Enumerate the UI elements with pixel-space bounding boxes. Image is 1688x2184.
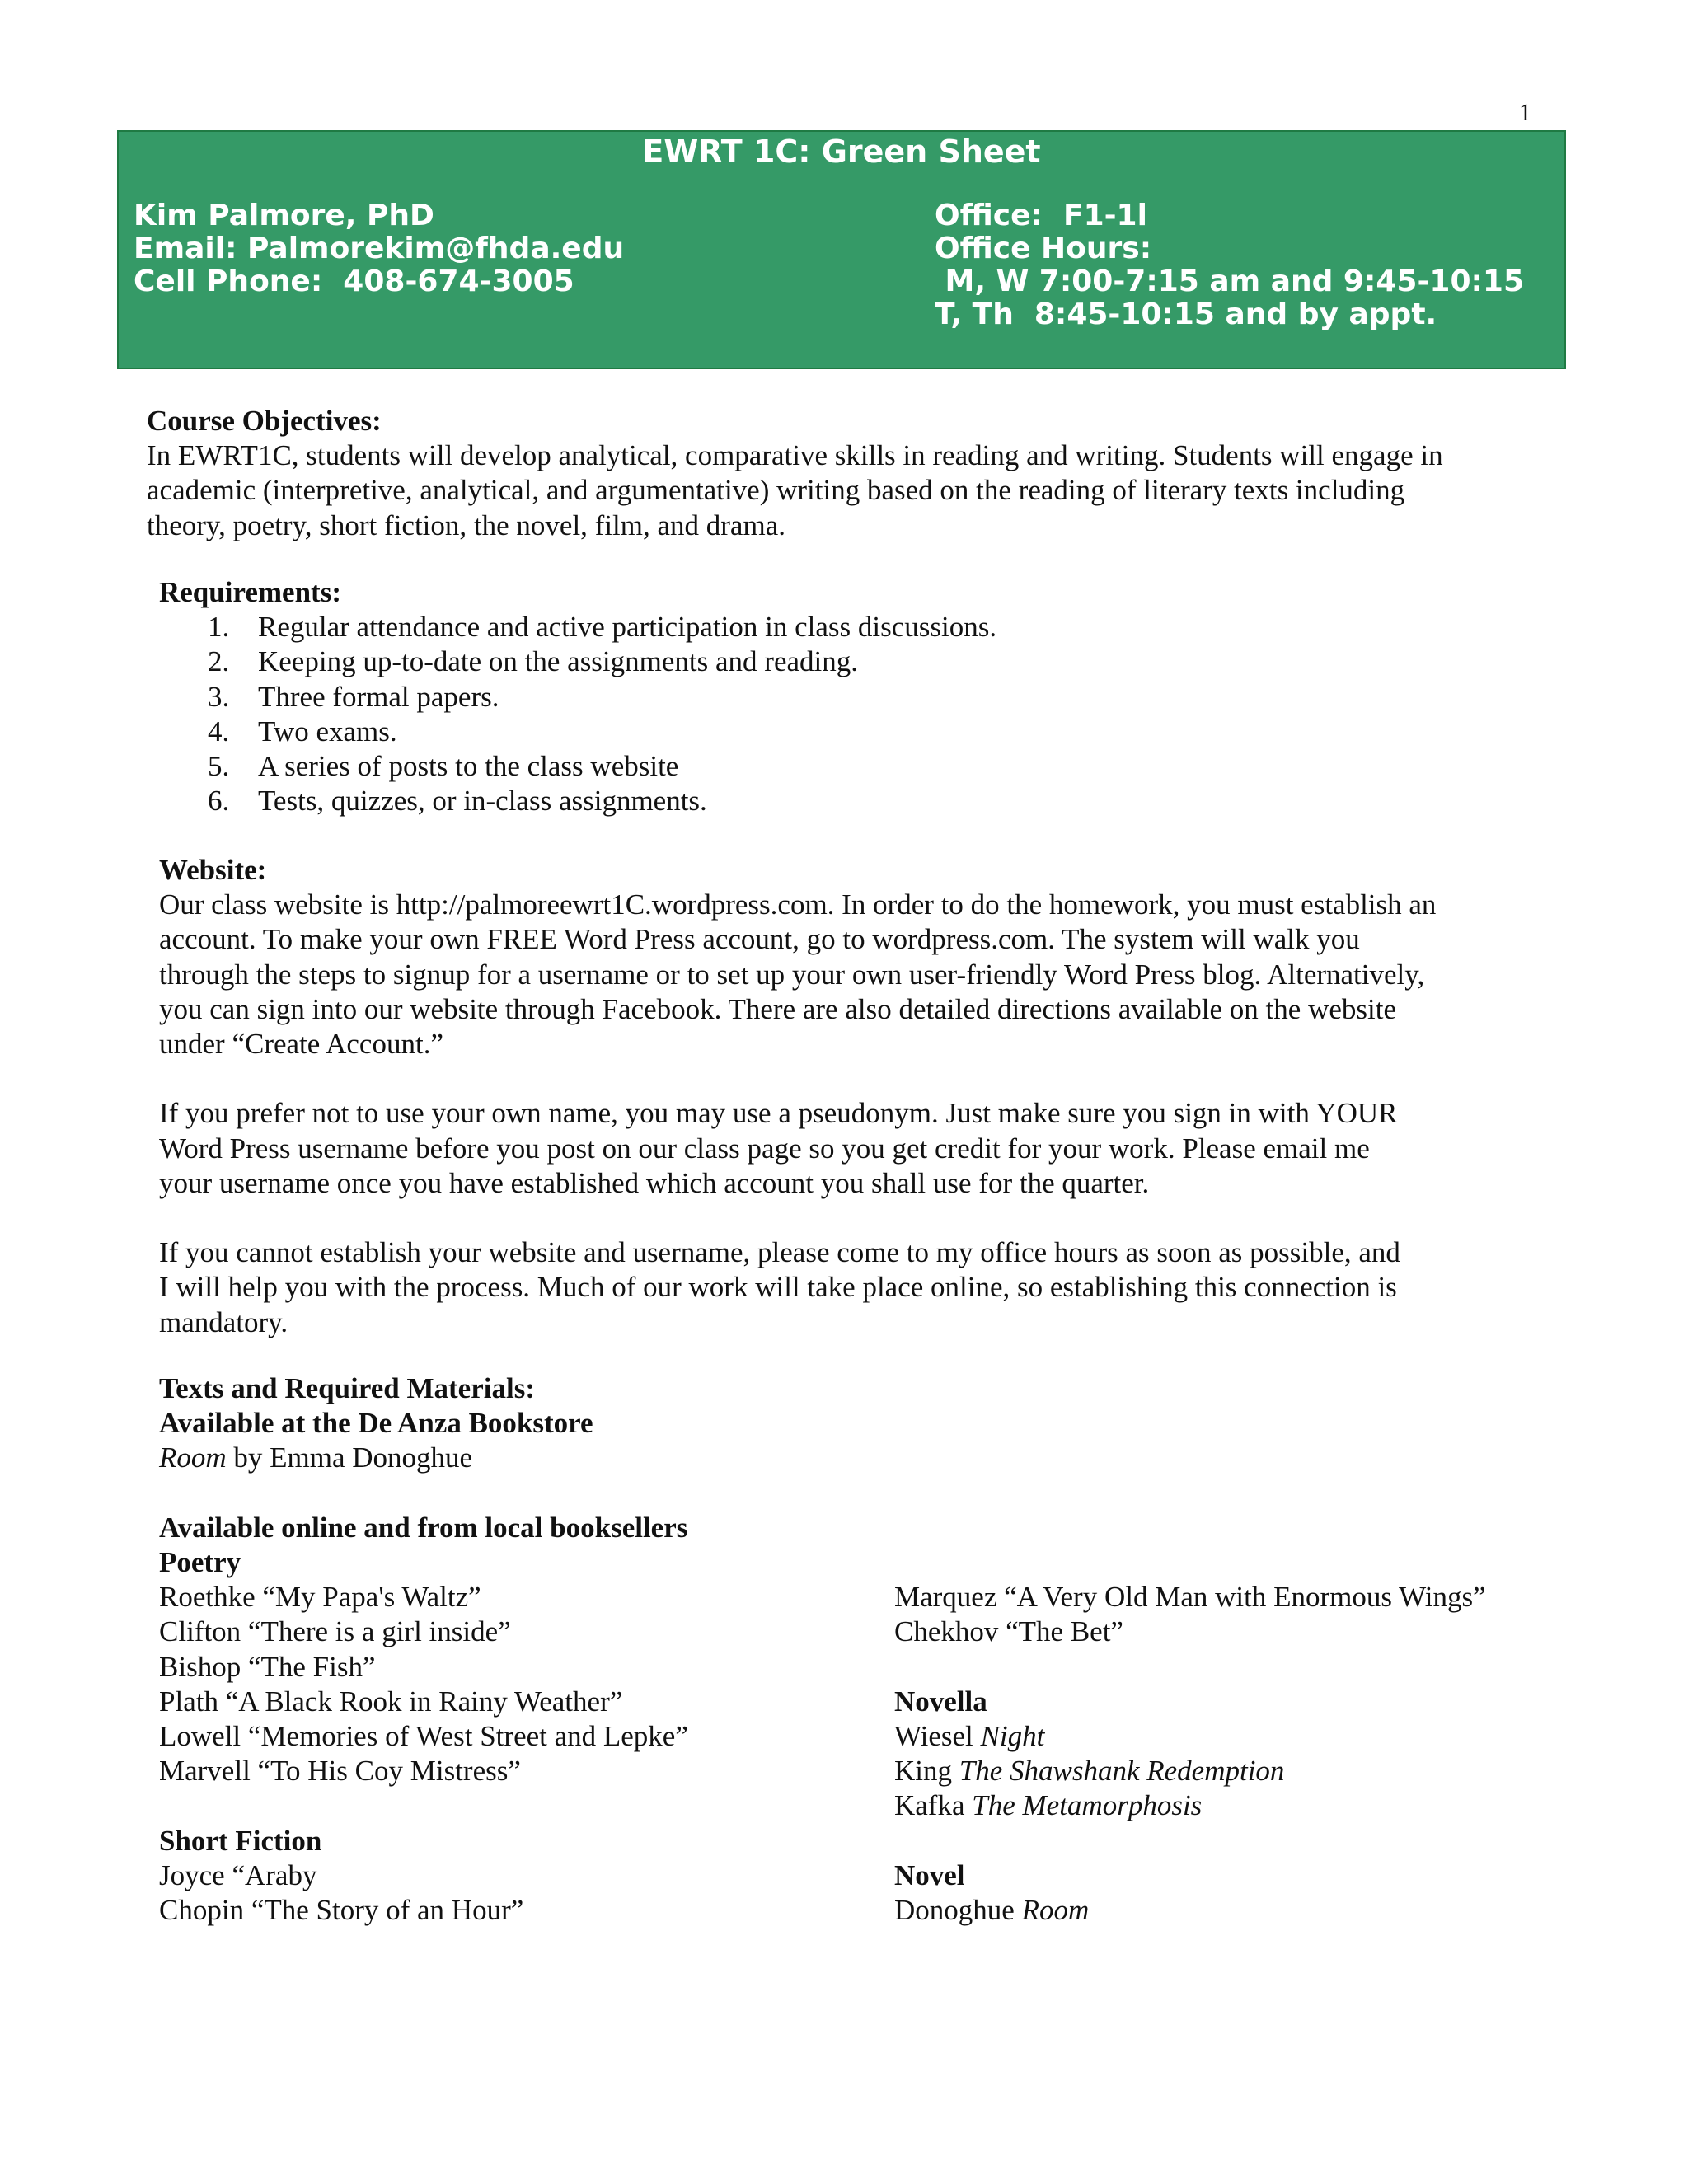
texts-heading: Texts and Required Materials: — [159, 1372, 535, 1404]
short-fiction-item: Marquez “A Very Old Man with Enormous Wings” — [894, 1581, 1486, 1613]
online-heading: Available online and from local booksellers — [159, 1511, 688, 1544]
pseudonym-line: your username once you have established which account you shall use for the quarter. — [159, 1166, 1150, 1199]
website-line: through the steps to signup for a username or to set up your own user-friendly Word Press blog. Alternatively, — [159, 958, 1425, 991]
header-banner — [117, 130, 1566, 369]
short-fiction-item: Joyce “Araby — [159, 1858, 317, 1891]
instructor-name: Kim Palmore, PhD — [134, 199, 434, 232]
poetry-item: Bishop “The Fish” — [159, 1650, 376, 1683]
novella-item: Wiesel Night — [894, 1719, 1045, 1752]
page-number: 1 — [1519, 99, 1531, 126]
list-item: 4. Two exams. — [208, 715, 397, 748]
novel-heading: Novel — [894, 1858, 965, 1891]
objectives-line: In EWRT1C, students will develop analytical, comparative skills in reading and writing. Students will engage in — [147, 439, 1443, 472]
office-location: Office: F1-1l — [935, 199, 1147, 232]
list-item: 6. Tests, quizzes, or in-class assignments. — [208, 785, 707, 818]
poetry-item: Plath “A Black Rook in Rainy Weather” — [159, 1685, 623, 1718]
novella-item: Kafka The Metamorphosis — [894, 1789, 1203, 1822]
bookstore-heading: Available at the De Anza Bookstore — [159, 1407, 593, 1440]
instructor-info — [134, 199, 624, 298]
website-line: account. To make your own FREE Word Press account, go to wordpress.com. The system will walk you — [159, 923, 1360, 956]
list-item: 5. A series of posts to the class website — [208, 750, 679, 783]
pseudonym-line: If you prefer not to use your own name, you may use a pseudonym. Just make sure you sign in with YOUR — [159, 1097, 1398, 1130]
website-heading: Website: — [159, 854, 267, 886]
short-fiction-item: Chopin “The Story of an Hour” — [159, 1894, 524, 1927]
novella-heading: Novella — [894, 1685, 987, 1718]
help-line: mandatory. — [159, 1305, 288, 1338]
requirements-heading: Requirements: — [159, 576, 341, 608]
novel-item: Donoghue Room — [894, 1893, 1090, 1926]
banner-title: EWRT 1C: Green Sheet — [642, 134, 1041, 170]
requirements-list — [159, 610, 996, 818]
requirements — [159, 575, 996, 818]
website-line: Our class website is http://palmoreewrt1C.wordpress.com. In order to do the homework, you must establish an — [159, 888, 1437, 921]
pseudonym-line: Word Press username before you post on our class page so you get credit for your work. Please email me — [159, 1132, 1370, 1165]
office-hours-mw: M, W 7:00-7:15 am and 9:45-10:15 — [935, 265, 1525, 298]
course-objectives — [147, 404, 1443, 543]
help-line: I will help you with the process. Much of our work will take place online, so establishing this connection is — [159, 1271, 1397, 1304]
novella-item: King The Shawshank Redemption — [894, 1755, 1285, 1787]
poetry-item: Marvell “To His Coy Mistress” — [159, 1755, 521, 1788]
website-section — [159, 853, 1436, 1340]
objectives-heading: Course Objectives: — [147, 405, 382, 437]
poetry-heading: Poetry — [159, 1546, 241, 1578]
instructor-phone: Cell Phone: 408-674-3005 — [134, 265, 574, 298]
poetry-item: Lowell “Memories of West Street and Lepke” — [159, 1720, 688, 1753]
texts-right-column — [894, 1580, 1486, 1928]
website-line: under “Create Account.” — [159, 1028, 443, 1061]
poetry-item: Clifton “There is a girl inside” — [159, 1615, 511, 1648]
texts-section — [159, 1371, 688, 1928]
help-line: If you cannot establish your website and username, please come to my office hours as soon as possible, and — [159, 1236, 1400, 1269]
office-hours-tth: T, Th 8:45-10:15 and by appt. — [935, 298, 1437, 331]
short-fiction-heading: Short Fiction — [159, 1824, 322, 1857]
instructor-email: Email: Palmorekim@fhda.edu — [134, 232, 625, 265]
poetry-item: Roethke “My Papa's Waltz” — [159, 1581, 481, 1614]
list-item: 3. Three formal papers. — [208, 680, 499, 713]
bookstore-item: Room by Emma Donoghue — [159, 1441, 473, 1474]
list-item: 2. Keeping up-to-date on the assignments and reading. — [208, 645, 858, 678]
list-item: 1. Regular attendance and active participation in class discussions. — [208, 611, 997, 644]
objectives-line: academic (interpretive, analytical, and argumentative) writing based on the reading of literary texts including — [147, 474, 1405, 507]
short-fiction-item: Chekhov “The Bet” — [894, 1615, 1123, 1648]
office-hours-label: Office Hours: — [935, 232, 1152, 265]
website-line: you can sign into our website through Facebook. There are also detailed directions available on the website — [159, 992, 1396, 1025]
objectives-line: theory, poetry, short fiction, the novel, film, and drama. — [147, 509, 785, 541]
office-info — [935, 199, 1524, 331]
